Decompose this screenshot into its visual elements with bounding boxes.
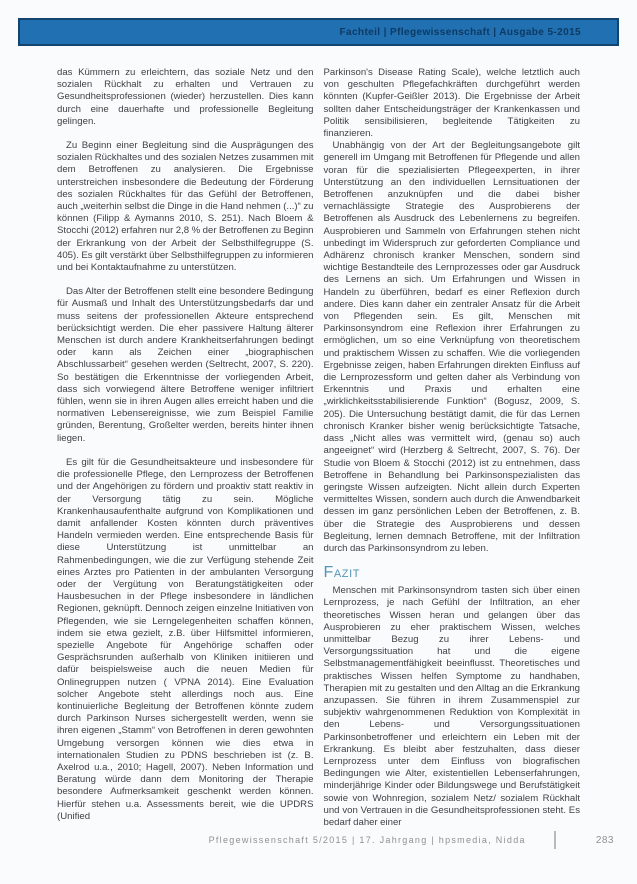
paragraph: das Kümmern zu erleichtern, das soziale Netz und den sozialen Rückhalt zu erhalten und Vertrauen zu Gesundheitsprofessionen (wieder) herzustellen. Dies kann durch eine dauerhafte und professionelle Begleitung gelingen. <box>57 67 314 127</box>
paragraph: Es gilt für die Gesundheitsakteure und insbesondere für die professionelle Pflege, den Lernprozess der Betroffenen und der Angehörigen zu fördern und proaktiv statt reaktiv in der Versorgung tätig zu sein. Mögliche Krankenhausaufenthalte aufgrund von Komplikationen und damit anfallender Kosten könnten durch präventives Handeln vermieden werden. Eine entsprechende Basis für diese Unterstützung ist unmittelbar an Rahmenbedingungen, wie die zur Verfügung stehende Zeit eines Arztes pro Patienten in der ambulanten Versorgung oder der Vergütung von Beratungstätigkeiten oder Hausbesuchen in der Pflege insbesondere in ländlichen Regionen, geknüpft. Dennoch zeigen einzelne Initiativen von Pflegenden, wie sie Lerngelegenheiten schaffen können, indem sie etwa gezielt, z.B. über Hilfsmittel informieren, spezielle Angebote für Angehörige schaffen oder Gesprächsrunden außerhalb von Kliniken initiieren und dafür beispielsweise auch die neuen Medien für Onlinegruppen nutzen ( VPNA 2014). Eine Evaluation solcher Angebote steht allerdings noch aus. Eine kontinuierliche Begleitung der Betroffenen könnte zudem durch Parkinson Nurses sichergestellt werden, wenn sie ihren eigenen „Stamm“ von Betroffenen in deren gewohnten Umgebung versorgen können wie dies etwa in internationalen Studien zu PDNS beschrieben ist (z. B. Axelrod u.a., 2010; Hagell, 2007). Neben Information und Beratung würde dann dem Monitoring der Therapie besondere Aufmerksamkeit geschenkt werden können. Hierfür stehen u.a. Assessments bereit, wie die UPDRS (Unified <box>57 456 314 822</box>
footer-divider <box>554 831 556 849</box>
fazit-heading: Fazit <box>323 564 361 582</box>
paragraph: Das Alter der Betroffenen stellt eine besondere Bedingung für Ausmaß und Inhalt des Unterstützungsbedarfs dar und muss seitens der professionellen Akteure entsprechend berücksichtigt werden. Die eher passivere Haltung älterer Menschen ist durch andere Krankheitserfahrungen bedingt oder kann als Zeichen einer „biographischen Abschlussarbeit“ gesehen werden (Seltrecht, 2007, S. 220). So bestätigen die Erkenntnisse der vorliegenden Arbeit, dass sich vorwiegend ältere Betroffene weniger infiltriert fühlen, wenn sie in ihren Augen alles erreicht haben und die normativen Lebensereignisse, wie zum Beispiel Familie gründen, Berentung, Großelter werden, bereits hinter ihnen liegen. <box>57 286 314 444</box>
paragraph: Parkinson's Disease Rating Scale), welche letztlich auch von geschulten Pflegefachkräften durchgeführt werden könnten (Kupfer-Geißler 2013). Die Ergebnisse der Arbeit sollten daher Entscheidungsträger der Krankenkassen und Politik sensibilisieren, begleitende Tätigkeiten zu finanzieren. <box>323 67 580 140</box>
right-column <box>324 67 581 829</box>
header-title: Fachteil | Pflegewissenschaft | Ausgabe 5-2015 <box>339 26 581 38</box>
content-columns <box>57 67 580 829</box>
journal-info: Pflegewissenschaft 5/2015 | 17. Jahrgang | hpsmedia, Nidda <box>208 835 526 845</box>
left-column <box>57 67 314 829</box>
footer <box>209 830 614 850</box>
paragraph: Menschen mit Parkinsonsyndrom tasten sich über einen Lernprozess, je nach Gefühl der Infiltration, an eher theoretisches Wissen heran und gelangen über das Ausprobieren zu eher praktischem Wissen, welches unmittelbar Bezug zu ihrer Lebens- und Versorgungssituation hat und die eigene Selbstmanagementfähigkeit beeinflusst. Theoretisches und praktisches Wissen helfen Symptome zu handhaben, Therapien mit zu gestalten und den Alltag an die Erkrankung anzupassen. Sie führen in ihrem Zusammenspiel zur subjektiv wahrgenommenen Reduktion von Komplexität in den Lebens- und Versorgungssituationen Parkinsonbetroffener und erleichtern ein Leben mit der Erkrankung. Es bleibt aber festzuhalten, dass dieser Lernprozess unter dem Einfluss von biografischen Bedingungen wie Alter, existentiellen Lebenserfahrungen, minderjährige Kinder oder Bildungswege und Berufstätigkeit sowie von Wohnregion, sozialem Netz/ sozialem Rückhalt und von Vertrauen in die Gesundheitsprofessionen steht. Es bedarf daher einer <box>323 585 580 828</box>
paragraph: Unabhängig von der Art der Begleitungsangebote gilt generell im Umgang mit Betroffenen für Pflegende und allen voran für die spezialisierten Pflegeexperten, in ihrer Unterstützung an den individuellen Lernsituationen der Betroffenen anzuknüpfen und die dabei bisher vernachlässigte Strategie des Ausprobierens der Betroffenen als Ausdruck des Lebenlernens zu begreifen. Ausprobieren und Sammeln von Erfahrungen stehen nicht unbedingt im Widerspruch zur geforderten Compliance und Adhärenz chronisch kranker Menschen, sondern sind wichtige Bestandteile des Lernprozesses oder gar Ausdruck des Lernens an sich. Um Erfahrungen und Wissen in Handeln zu überführen, bedarf es einer Reflexion durch andere. Dies kann daher ein zentraler Ansatz für die Arbeit von Pflegenden sein. Es gilt, Menschen mit Parkinsonsyndrom eine Reflexion ihrer Erfahrungen zu ermöglichen, um so eine Verknüpfung von theoretischem und praktischem Wissen zu schaffen. Wie die vorliegenden Ergebnisse zeigen, haben Erfahrungen direkten Einfluss auf die Lernprozessform und gelten daher als Verbindung von Erkenntnis und Praxis und erhalten eine „wirklichkeitsstabilisierende Funktion“ (Bogusz, 2009, S. 205). Die Untersuchung bestätigt damit, die für das Lernen chronisch Kranker bisher wenig berücksichtigte Tatsache, dass „Nicht alles was vermittelt wird, (genau so) auch angeeignet“ wird (Herzberg & Seltrecht, 2007, S. 76). Der Studie von Bloem & Stocchi (2012) ist zu entnehmen, dass Betroffene in Behandlung bei Parkinsonspezialisten das geringste Wissen aufzeigten. Nicht allein durch Experten vermitteltes Wissen, sondern auch durch die Anwendbarkeit dessen im ganz persönlichen Leben der Betroffenen, z. B. über die Strategie des Ausprobierens und dessen Begleitung, lernen demnach Betroffene, mit der Infiltration durch das Parkinsonsyndrom zu leben. <box>323 140 580 554</box>
paragraph: Zu Beginn einer Begleitung sind die Ausprägungen des sozialen Rückhaltes und des sozialen Netzes zusammen mit dem Betroffenen zu analysieren. Die Ergebnisse unterstreichen insbesondere die Bedeutung der Förderung des sozialen Rückhaltes für das Gefühl der Betroffenen, auch „weiterhin selbst die Dinge in die Hand nehmen (...)“ zu können (Filipp & Aymanns 2010, S. 251). Nach Bloem & Stocchi (2012) erfahren nur 2,8 % der Betroffenen zu Beginn der Erkrankung von der Arbeit der Selbsthilfegruppe (S. 405). Es gilt verstärkt über Selbsthilfegruppen zu informieren und bei Kontaktaufnahme zu unterstützen. <box>57 140 314 274</box>
page-number: 283 <box>595 834 614 846</box>
header-bar <box>18 18 619 46</box>
